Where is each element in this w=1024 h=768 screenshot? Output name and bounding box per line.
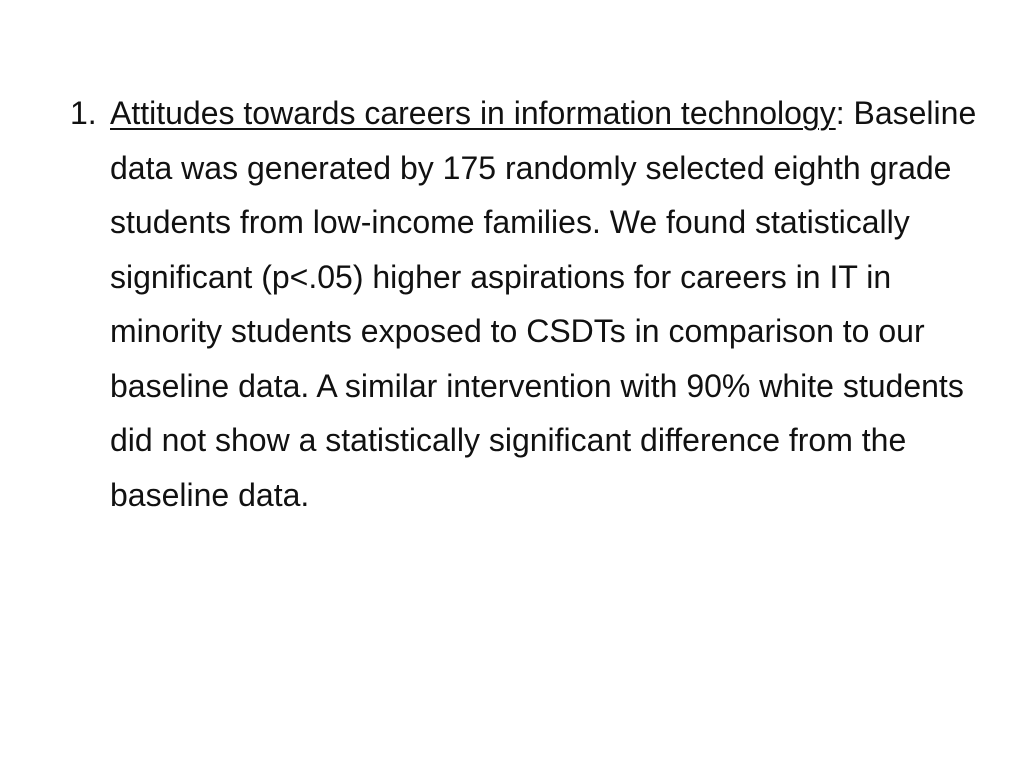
list-item	[70, 86, 980, 522]
item-heading: Attitudes towards careers in information technology	[110, 95, 836, 131]
item-number: 1.	[70, 95, 97, 131]
item-body: Baseline data was generated by 175 randomly selected eighth grade students from low-income families. We found statistically significant (p<.05) higher aspirations for careers in IT in minority students exposed to CSDTs in comparison to our baseline data. A similar intervention with 90% white students did not show a statistically significant difference from the baseline data.	[110, 95, 977, 513]
slide-body	[70, 86, 980, 522]
heading-separator: :	[835, 95, 845, 131]
